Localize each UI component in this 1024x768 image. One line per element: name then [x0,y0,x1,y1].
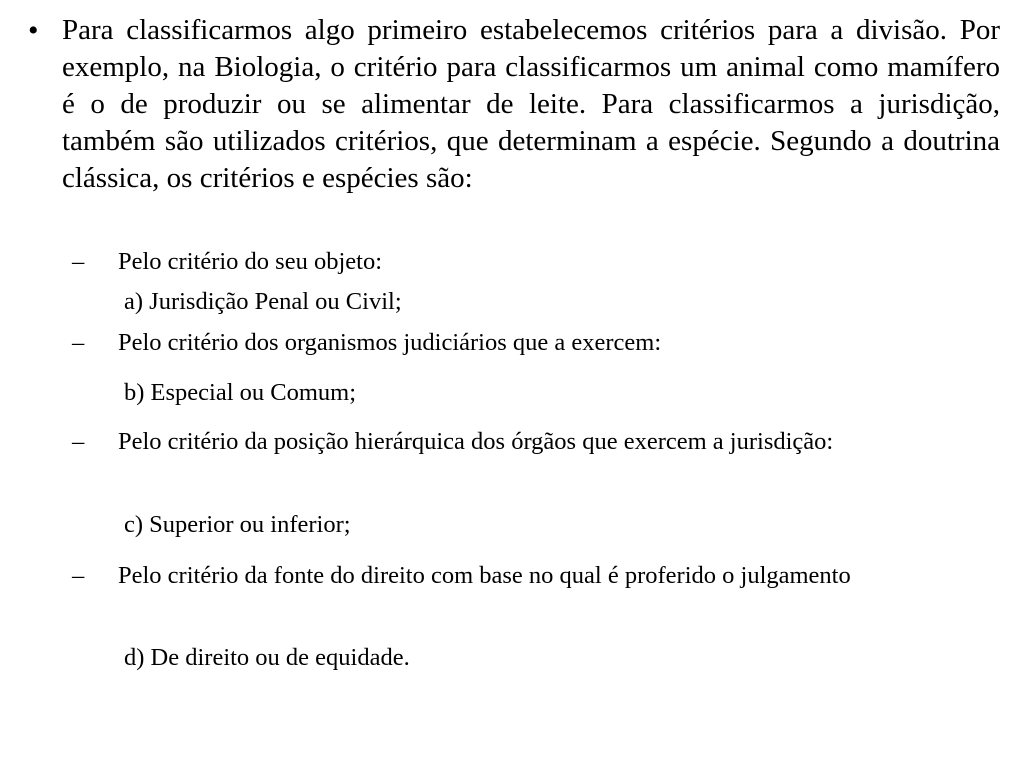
criterion-hierarchy [72,426,1000,458]
answer-item: d) De direito ou de equidade. [124,644,410,671]
answer-item: b) Especial ou Comum; [124,379,357,406]
main-paragraph [28,12,1000,197]
dash-icon: – [72,248,85,275]
bullet-icon: • [28,14,39,47]
criterion-text: Pelo critério da posição hierárquica dos órgãos que exercem a jurisdição: [118,428,834,455]
dash-icon: – [72,562,85,589]
criterion-organisms [72,327,1000,359]
criterion-object [72,246,1000,278]
criterion-text: Pelo critério dos organismos judiciários que a exercem: [118,329,662,356]
dash-icon: – [72,329,85,356]
dash-icon: – [72,428,85,455]
answer-item: c) Superior ou inferior; [124,511,351,538]
criterion-text: Pelo critério da fonte do direito com base no qual é proferido o julgamento [118,562,851,589]
main-paragraph-text: Para classificarmos algo primeiro estabelecemos critérios para a divisão. Por exemplo, na Biologia, o critério para classificarmos um animal como mamífero é o de produzir ou se alimentar de leite. Para classificarmos a jurisdição, também são utilizados critérios, que determinam a espécie. Segundo a doutrina clássica, os critérios e espécies são: [62,14,1000,194]
criterion-source [72,560,1000,592]
criterion-text: Pelo critério do seu objeto: [118,248,382,275]
answer-item: a) Jurisdição Penal ou Civil; [124,288,402,315]
